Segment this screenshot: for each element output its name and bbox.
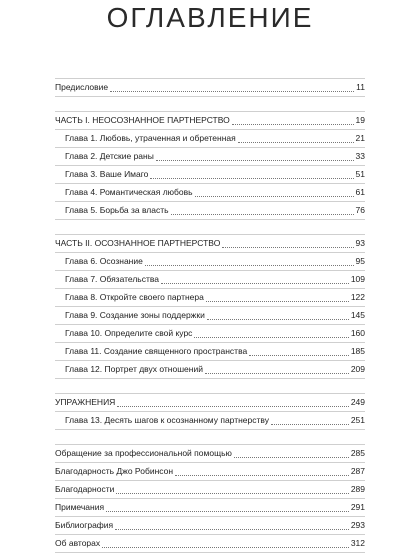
- toc-entry-label: Примечания: [55, 502, 105, 512]
- page-title: ОГЛАВЛЕНИЕ: [106, 2, 314, 33]
- toc-page-number: 291: [350, 502, 365, 512]
- toc-page-number: 249: [350, 397, 365, 407]
- dot-leader: [175, 474, 349, 476]
- toc-section-row: [55, 499, 365, 517]
- toc-page-number: 185: [350, 346, 365, 356]
- toc-group: [55, 444, 365, 553]
- dot-leader: [117, 405, 348, 407]
- dot-leader: [232, 123, 354, 125]
- dot-leader: [271, 423, 349, 425]
- toc-entry-label: Глава 12. Портрет двух отношений: [65, 364, 203, 374]
- toc-entry-label: Глава 7. Обязательства: [65, 274, 160, 284]
- dot-leader: [238, 141, 354, 143]
- dot-leader: [110, 90, 354, 92]
- dot-leader: [106, 510, 349, 512]
- dot-leader: [161, 282, 349, 284]
- dot-leader: [150, 177, 353, 179]
- toc-entry-label: УПРАЖНЕНИЯ: [55, 397, 116, 407]
- toc-section-row: [55, 235, 365, 253]
- toc-entry-label: Глава 8. Откройте своего партнера: [65, 292, 204, 302]
- toc-entry-label: Глава 13. Десять шагов к осознанному партнерству: [65, 415, 269, 425]
- dot-leader: [156, 159, 354, 161]
- dot-leader: [171, 213, 354, 215]
- toc-entry-label: Глава 5. Борьба за власть: [65, 205, 169, 215]
- dot-leader: [194, 336, 348, 338]
- toc-group: [55, 111, 365, 220]
- toc-chapter-row: [55, 130, 365, 148]
- dot-leader: [145, 264, 354, 266]
- toc-entry-label: Глава 4. Романтическая любовь: [65, 187, 193, 197]
- toc-entry-label: Библиография: [55, 520, 114, 530]
- toc-chapter-row: [55, 325, 365, 343]
- dot-leader: [195, 195, 354, 197]
- toc-page-number: 51: [355, 169, 365, 179]
- toc-group: [55, 78, 365, 97]
- toc-page-number: 285: [350, 448, 365, 458]
- toc-chapter-row: [55, 361, 365, 379]
- dot-leader: [116, 492, 348, 494]
- toc-entry-label: ЧАСТЬ II. ОСОЗНАННОЕ ПАРТНЕРСТВО: [55, 238, 221, 248]
- toc-entry-label: Благодарность Джо Робинсон: [55, 466, 174, 476]
- dot-leader: [205, 372, 349, 374]
- toc-page-number: 19: [355, 115, 365, 125]
- toc-page-number: 109: [350, 274, 365, 284]
- toc-chapter-row: [55, 202, 365, 220]
- toc-page-number: 312: [350, 538, 365, 548]
- toc-entry-label: Глава 2. Детские раны: [65, 151, 154, 161]
- toc-chapter-row: [55, 412, 365, 430]
- dot-leader: [249, 354, 349, 356]
- table-of-contents: [55, 78, 365, 553]
- toc-chapter-row: [55, 289, 365, 307]
- toc-chapter-row: [55, 166, 365, 184]
- toc-entry-label: Глава 6. Осознание: [65, 256, 143, 266]
- toc-entry-label: Глава 10. Определите свой курс: [65, 328, 193, 338]
- toc-entry-label: Глава 11. Создание священного пространства: [65, 346, 248, 356]
- toc-page-number: 61: [355, 187, 365, 197]
- toc-chapter-row: [55, 184, 365, 202]
- toc-page-number: 33: [355, 151, 365, 161]
- toc-entry-label: Глава 3. Ваше Имаго: [65, 169, 149, 179]
- dot-leader: [234, 456, 349, 458]
- dot-leader: [207, 318, 349, 320]
- toc-section-row: [55, 445, 365, 463]
- toc-page-number: 11: [356, 82, 365, 92]
- toc-entry-label: Глава 1. Любовь, утраченная и обретенная: [65, 133, 236, 143]
- toc-entry-label: Благодарности: [55, 484, 115, 494]
- toc-section-row: [55, 79, 365, 97]
- toc-page-number: 93: [355, 238, 365, 248]
- toc-entry-label: Обращение за профессиональной помощью: [55, 448, 232, 458]
- toc-section-row: [55, 517, 365, 535]
- toc-page-number: 21: [355, 133, 365, 143]
- toc-entry-label: Глава 9. Создание зоны поддержки: [65, 310, 205, 320]
- toc-page-number: 76: [355, 205, 365, 215]
- toc-page-number: 209: [350, 364, 365, 374]
- toc-page-number: 145: [350, 310, 365, 320]
- toc-group: [55, 234, 365, 379]
- toc-entry-label: Предисловие: [55, 82, 109, 92]
- toc-page-number: 160: [350, 328, 365, 338]
- toc-chapter-row: [55, 253, 365, 271]
- toc-page-number: 95: [355, 256, 365, 266]
- toc-entry-label: ЧАСТЬ I. НЕОСОЗНАННОЕ ПАРТНЕРСТВО: [55, 115, 230, 125]
- toc-entry-label: Об авторах: [55, 538, 101, 548]
- toc-page-number: 289: [350, 484, 365, 494]
- toc-page-number: 251: [350, 415, 365, 425]
- toc-section-row: [55, 535, 365, 553]
- toc-page-number: 122: [350, 292, 365, 302]
- toc-chapter-row: [55, 148, 365, 166]
- toc-chapter-row: [55, 307, 365, 325]
- dot-leader: [222, 246, 353, 248]
- toc-page-number: 293: [350, 520, 365, 530]
- toc-chapter-row: [55, 271, 365, 289]
- toc-chapter-row: [55, 343, 365, 361]
- toc-section-row: [55, 112, 365, 130]
- dot-leader: [115, 528, 349, 530]
- toc-page-number: 287: [350, 466, 365, 476]
- toc-section-row: [55, 394, 365, 412]
- toc-group: [55, 393, 365, 430]
- toc-section-row: [55, 463, 365, 481]
- toc-section-row: [55, 481, 365, 499]
- dot-leader: [102, 546, 349, 548]
- dot-leader: [206, 300, 349, 302]
